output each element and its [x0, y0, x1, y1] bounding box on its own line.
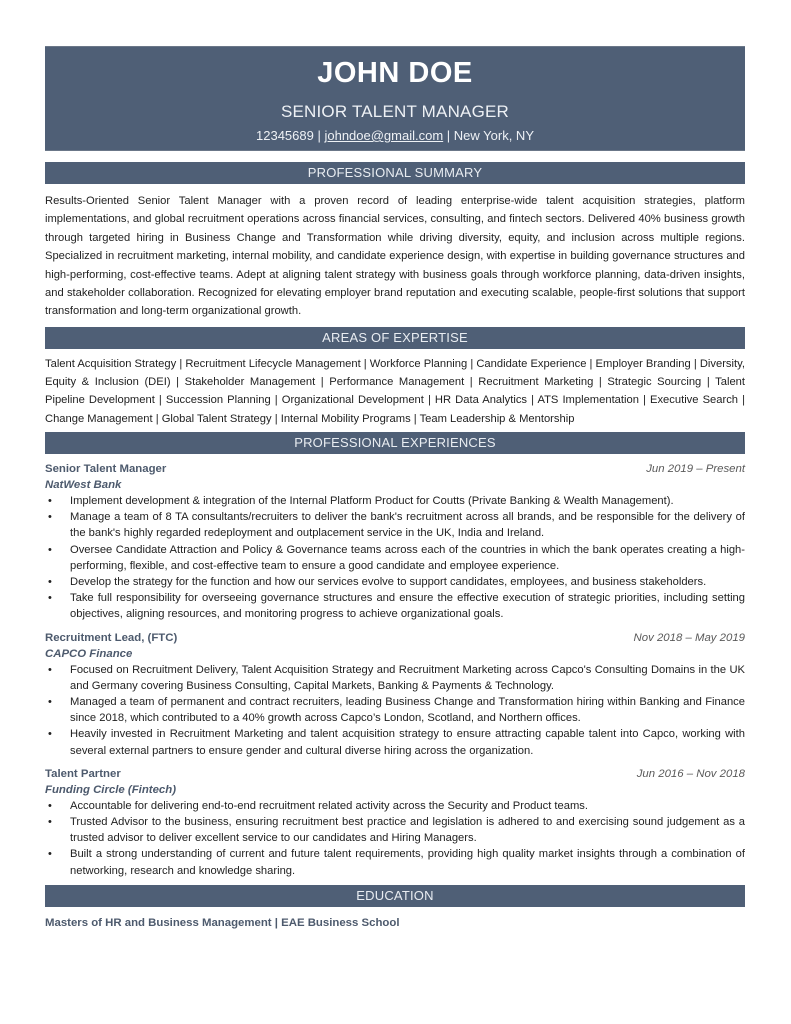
job-bullets [45, 493, 745, 623]
bullet-text: Take full responsibility for overseeing governance structures and ensure the effective execution of strategic priorities, including setting objectives, aligning resources, and monitoring progress to achieve organizational goals. [70, 592, 745, 621]
job-title: Senior Talent Manager [45, 463, 167, 476]
job-bullets [45, 662, 745, 759]
bullet-icon: • [48, 816, 52, 829]
bullet-text: Manage a team of 8 TA consultants/recruiters to deliver the bank's recruitment across all brands, and be responsible for the delivery of the bank's highly regarded redeployment and outplacement service in the UK, India and Ireland. [70, 511, 745, 540]
job-title: Recruitment Lead, (FTC) [45, 631, 178, 644]
bullet-icon: • [48, 663, 52, 676]
bullet-item [45, 846, 745, 878]
job-dates: Jun 2019 – Present [646, 463, 745, 476]
location: New York, NY [453, 128, 534, 143]
job-header [45, 630, 745, 646]
bullet-item [45, 493, 745, 509]
resume-header [45, 46, 745, 151]
job-dates: Jun 2016 – Nov 2018 [636, 767, 745, 780]
bullet-icon: • [48, 696, 52, 709]
section-heading-summary: PROFESSIONAL SUMMARY [45, 162, 745, 184]
bullet-item [45, 509, 745, 541]
bullet-text: Accountable for delivering end-to-end recruitment related activity across the Security and Product teams. [70, 799, 588, 812]
bullet-item [45, 574, 745, 590]
bullet-text: Trusted Advisor to the business, ensuring recruitment best practice and legislation is adhered to and exercising sound judgement as a trusted advisor to deliver excellent service to our candidates and Hiring Managers. [70, 816, 745, 845]
bullet-icon: • [48, 728, 52, 741]
bullet-icon: • [48, 576, 52, 589]
bullet-icon: • [48, 511, 52, 524]
candidate-title: SENIOR TALENT MANAGER [280, 102, 510, 121]
job-company: CAPCO Finance [45, 647, 133, 660]
bullet-icon: • [48, 495, 52, 508]
bullet-icon: • [48, 799, 52, 812]
resume-page [45, 46, 745, 931]
bullet-item [45, 814, 745, 846]
bullet-item [45, 694, 745, 726]
bullet-text: Implement development & integration of the Internal Platform Product for Coutts (Private Banking & Wealth Management). [70, 495, 674, 508]
bullet-text: Develop the strategy for the function and how our services evolve to support candidates, employees, and business stakeholders. [70, 576, 707, 589]
bullet-text: Heavily invested in Recruitment Marketing and talent acquisition strategy to ensure attracting capable talent into Capco, working with several external partners to ensure gender and cultural diverse hiring across the organization. [70, 728, 745, 757]
job-company: Funding Circle (Fintech) [45, 783, 176, 796]
bullet-text: Managed a team of permanent and contract recruiters, leading Business Change and Transformation hiring within Banking and Finance since 2018, which contributed to a 40% growth across Capco’s London, Scotland, and Northern offices. [70, 696, 745, 725]
job-company: NatWest Bank [45, 479, 122, 492]
job-entry [45, 766, 745, 879]
candidate-name: JOHN DOE [317, 57, 473, 89]
phone-number: 12345689 [256, 128, 314, 143]
job-header [45, 766, 745, 782]
bullet-text: Focused on Recruitment Delivery, Talent Acquisition Strategy and Recruitment Marketing across Capco's Consulting Domains in the UK and Germany covering Business Consulting, Capital Markets, Banking & Payments & Technology. [70, 663, 745, 692]
contact-line [45, 127, 745, 145]
bullet-item [45, 662, 745, 694]
job-entry [45, 461, 745, 623]
bullet-text: Built a strong understanding of current and future talent requirements, providing high quality market insights through a combination of networking, research and knowledge sharing. [70, 848, 745, 877]
bullet-icon: • [48, 543, 52, 556]
bullet-icon: • [48, 592, 52, 605]
section-heading-expertise: AREAS OF EXPERTISE [45, 327, 745, 349]
job-entry [45, 630, 745, 759]
bullet-item [45, 798, 745, 814]
email-link[interactable]: johndoe@gmail.com [324, 128, 444, 143]
section-heading-education: EDUCATION [45, 885, 745, 907]
bullet-item [45, 590, 745, 622]
expertise-text: Talent Acquisition Strategy | Recruitment Lifecycle Management | Workforce Planning | Candidate Experience | Employer Branding | Diversity, Equity & Inclusion (DEI) | Stakeholder Management | Performance Management | Recruitment Marketing | Strategic Sourcing | Talent Pipeline Development | Succession Planning | Organizational Development | HR Data Analytics | ATS Implementation | Executive Search | Change Management | Global Talent Strategy | Internal Mobility Programs | Team Leadership & Mentorship [45, 357, 745, 425]
bullet-item [45, 726, 745, 758]
summary-text: Results-Oriented Senior Talent Manager with a proven record of leading enterprise-wide talent acquisition strategies, platform implementations, and global recruitment operations across financial services, consulting, and fintech sectors. Delivered 40% business growth through targeted hiring in Business Change and Transformation while driving diversity, equity, and inclusion across multiple regions. Specialized in recruitment marketing, internal mobility, and candidate experience design, with expertise in building governance structures and high-performing, cost-effective teams. Adept at aligning talent strategy with business goals through workforce planning, data-driven insights, and stakeholder collaboration. Recognized for elevating employer brand reputation and executing scalable, people-first solutions that support transformation and long-term organizational growth. [45, 195, 745, 318]
separator: | [313, 128, 325, 143]
job-dates: Nov 2018 – May 2019 [633, 631, 745, 644]
education-entry: Masters of HR and Business Management | EAE Business School [45, 916, 400, 929]
job-bullets [45, 798, 745, 879]
bullet-item [45, 542, 745, 574]
job-title: Talent Partner [45, 767, 121, 780]
job-header [45, 461, 745, 477]
separator: | [443, 128, 454, 143]
bullet-text: Oversee Candidate Attraction and Policy & Governance teams across each of the countries in which the bank operates creating a high-performing, flexible, and cost-effective team to ensure a good candidate and employee experience. [70, 543, 745, 572]
bullet-icon: • [48, 848, 52, 861]
section-heading-experience: PROFESSIONAL EXPERIENCES [45, 432, 745, 454]
